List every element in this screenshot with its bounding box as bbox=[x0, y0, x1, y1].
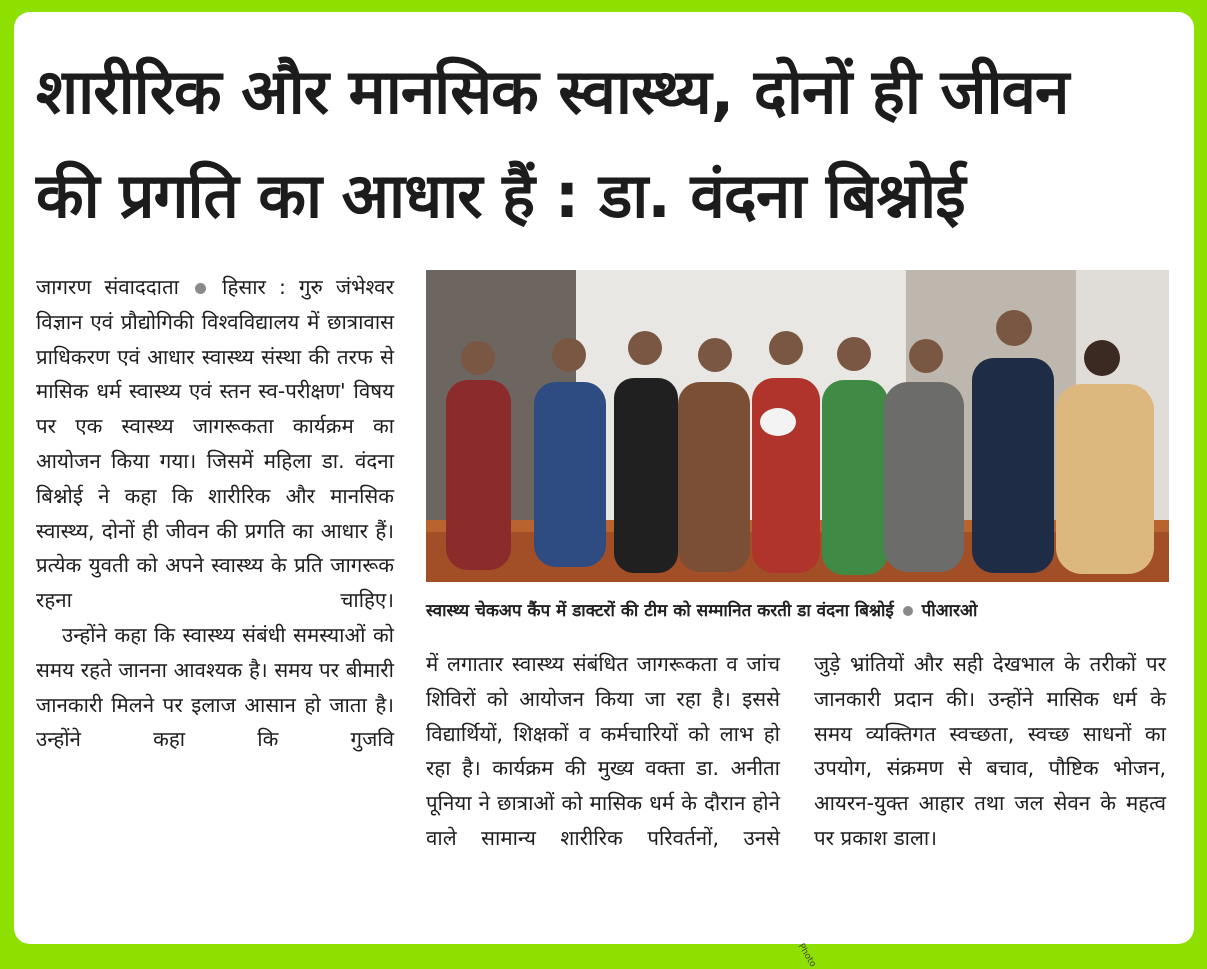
headline bbox=[36, 40, 1176, 248]
article-paragraph: उन्होंने कहा कि स्वास्थ्य संबंधी समस्याओं को समय रहते जानना आवश्यक है। समय पर बीमारी जानकारी मिलने पर इलाज आसान हो जाता है। उन्होंने कहा कि गुजवि bbox=[36, 622, 394, 752]
photo-caption bbox=[426, 598, 1186, 621]
article-paragraph bbox=[36, 270, 394, 618]
watermark-text: Photo bbox=[795, 942, 818, 969]
paragraph-text: गुरु जंभेश्वर विज्ञान एवं प्रौद्योगिकी विश्वविद्यालय में छात्रावास प्राधिकरण एवं आधार स्वास्थ्य संस्था की तरफ से मासिक धर्म स्वास्थ्य एवं स्तन स्व-परीक्षण' विषय पर एक स्वास्थ्य जागरूकता कार्यक्रम का आयोजन किया गया। जिसमें महिला डा. वंदना बिश्नोई ने कहा कि शारीरिक और मानसिक स्वास्थ्य, दोनों ही जीवन की प्रगति का आधार हैं। प्रत्येक युवती को अपने स्वास्थ्य के प्रति जागरूक रहना चाहिए। bbox=[36, 275, 394, 613]
bullet-dot-icon bbox=[903, 606, 913, 616]
article-column-1 bbox=[36, 270, 394, 757]
headline-line-2: की प्रगति का आधार हैं : डा. वंदना बिश्नोई bbox=[36, 159, 965, 232]
article-column-3 bbox=[814, 647, 1166, 856]
article-paragraph: में लगातार स्वास्थ्य संबंधित जागरूकता व जांच शिविरों को आयोजन किया जा रहा है। इससे विद्यार्थियों, शिक्षकों व कर्मचारियों को लाभ हो रहा है। कार्यक्रम की मुख्य वक्ता डा. अनीता पूनिया ने छात्राओं को मासिक धर्म के दौरान होने वाले सामान्य शारीरिक परिवर्तनों, उनसे bbox=[426, 652, 780, 850]
news-photo bbox=[426, 270, 1169, 582]
byline-reporter: जागरण संवाददाता bbox=[36, 275, 179, 299]
photo-credit: पीआरओ bbox=[921, 601, 978, 621]
article-paragraph: जुड़े भ्रांतियों और सही देखभाल के तरीकों पर जानकारी प्रदान की। उन्होंने मासिक धर्म के समय व्यक्तिगत स्वच्छता, स्वच्छ साधनों का उपयोग, संक्रमण से बचाव, पौष्टिक भोजन, आयरन-युक्त आहार तथा जल सेवन के महत्व पर प्रकाश डाला। bbox=[814, 652, 1166, 850]
article-column-2 bbox=[426, 647, 780, 856]
group-photo-illustration bbox=[426, 270, 1169, 582]
newspaper-clipping bbox=[14, 12, 1194, 969]
byline-place: हिसार : bbox=[222, 275, 286, 299]
bullet-dot-icon bbox=[195, 283, 206, 294]
headline-line-1: शारीरिक और मानसिक स्वास्थ्य, दोनों ही जीवन bbox=[36, 55, 1069, 128]
caption-text: स्वास्थ्य चेकअप कैंप में डाक्टरों की टीम को सम्मानित करती डा वंदना बिश्नोई bbox=[426, 601, 894, 621]
